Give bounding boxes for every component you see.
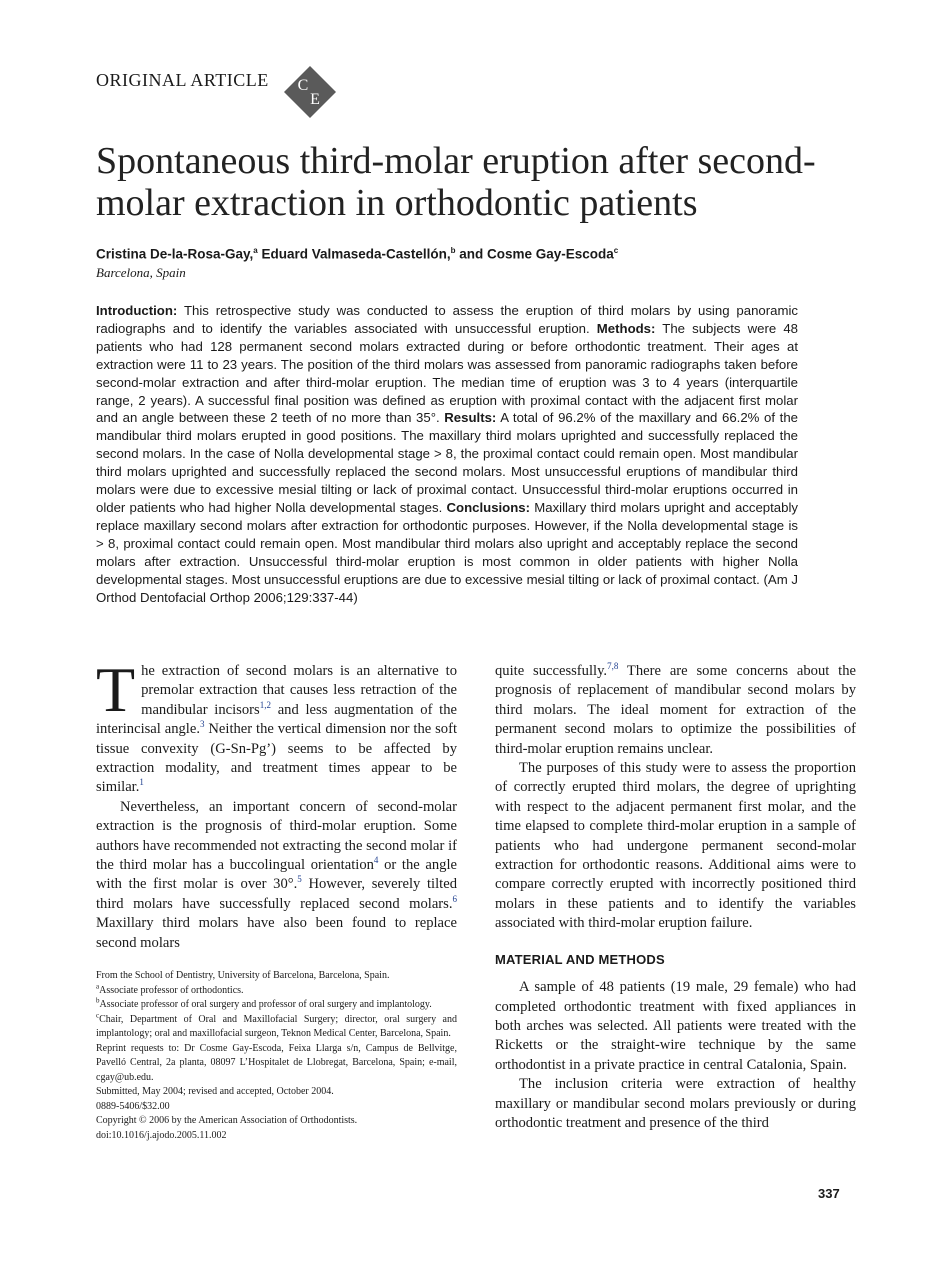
section-label: ORIGINAL ARTICLE xyxy=(96,70,269,90)
section-heading-methods: MATERIAL AND METHODS xyxy=(495,951,665,967)
body-column-left xyxy=(96,654,458,953)
body-text: quite successfully. xyxy=(495,663,608,679)
footnote-author-c xyxy=(96,1013,457,1042)
footnote-text: Associate professor of orthodontics. xyxy=(99,984,244,996)
author-name: Cristina De-la-Rosa-Gay, xyxy=(96,246,254,262)
abstract-label-conclusions: Conclusions: xyxy=(446,499,531,515)
citation-link[interactable]: 4 xyxy=(373,855,379,866)
body-text: However, severely tilted third molars have successfully replaced second molars. xyxy=(96,876,457,912)
footnote-affiliation: From the School of Dentistry, University of Barcelona, Barcelona, Spain. xyxy=(96,970,390,981)
citation-link[interactable]: 6 xyxy=(452,894,457,905)
footnote-marker: a xyxy=(96,982,100,991)
body-text: Neither the vertical dimension nor the soft tissue convexity (G-Sn-Pg’) seems to be affected by extraction modality, and treatment times appear to be similar. xyxy=(96,721,457,796)
citation-link[interactable]: 3 xyxy=(199,719,205,730)
author-list xyxy=(96,246,618,262)
body-text: or the angle with the first molar is over 30°. xyxy=(96,857,457,893)
author-affiliation-marker: a xyxy=(253,246,258,255)
page-number: 337 xyxy=(818,1186,840,1201)
author-location: Barcelona, Spain xyxy=(96,265,186,280)
article-title: Spontaneous third-molar eruption after second-molar extraction in orthodontic patients xyxy=(96,140,816,224)
body-paragraph: The purposes of this study were to assess the proportion of correctly erupted third molars, the degree of uprighting with respect to the adjacent permanent first molar, and the time elapsed to complete third-molar eruption in a sample of patients who had undergone permanent second-molar extraction for orthodontic reasons. Additional aims were to compare correctly erupted with incorrectly positioned third molars in these patients and to identify the variables associated with third-molar eruption failure. xyxy=(495,760,856,932)
body-paragraph: A sample of 48 patients (19 male, 29 female) who had completed orthodontic treatment with fixed appliances in both arches was selected. All patients were treated with the Ricketts or the straight-wire technique by the same orthodontist in a private practice in central Catalonia, Spain. xyxy=(495,979,856,1073)
abstract-label-results: Results: xyxy=(444,410,497,426)
body-column-right xyxy=(495,662,856,1133)
citation-link[interactable]: 7,8 xyxy=(607,661,619,672)
citation-link[interactable]: 1 xyxy=(139,777,144,788)
badge-e: E xyxy=(310,91,320,108)
body-text: Maxillary third molars have also been found to replace second molars xyxy=(96,915,457,951)
footnote-marker: b xyxy=(96,996,100,1005)
abstract xyxy=(96,302,798,606)
citation-link[interactable]: 1,2 xyxy=(259,699,271,710)
footnote-text: Associate professor of oral surgery and professor of oral surgery and implantology. xyxy=(99,999,432,1010)
footnote-author-b xyxy=(96,998,457,1013)
footnote-text: Chair, Department of Oral and Maxillofacial Surgery; director, oral surgery and implantology; oral and maxillofacial surgeon, Teknon Medical Center, Barcelona, Spain. xyxy=(96,1013,457,1039)
body-paragraph xyxy=(96,654,458,798)
footnote-doi[interactable]: doi:10.1016/j.ajodo.2005.11.002 xyxy=(96,1129,227,1141)
abstract-conclusions: Maxillary third molars upright and acceptably replace maxillary second molars after extraction for orthodontic purposes. However, if the Nolla developmental stage is > 8, proximal contact could remain open. Most mandibular third molars also upright and acceptably replace the second molars after extraction. Unsuccessful third-molar eruption is most common in older patients with higher Nolla developmental stages. Most unsuccessful eruptions are due to excessive mesial tilting or lack of proximal contact. (Am J Orthod Dentofacial Orthop 2006;129:337-44) xyxy=(96,499,798,605)
citation-link[interactable]: 5 xyxy=(297,874,302,885)
abstract-label-methods: Methods: xyxy=(596,320,656,336)
body-paragraph xyxy=(495,662,856,759)
body-text: he extraction of second molars is an alternative to premolar extraction that causes less retraction of the mandibular incisors xyxy=(141,663,457,718)
author-name: Eduard Valmaseda-Castellón, xyxy=(257,246,451,262)
body-text: Nevertheless, an important concern of second-molar extraction is the prognosis of third-molar eruption. Some authors have recommended not extracting the second molar if the third molar has a buccolingual orientation xyxy=(96,798,457,874)
ce-badge-icon xyxy=(282,64,338,120)
abstract-methods: The subjects were 48 patients who had 128 permanent second molars extracted during or before orthodontic treatment. Their ages at extraction were 11 to 23 years. The position of the third molars was assessed from panoramic radiographs taken before second-molar extraction and after third-molar eruption. The median time of eruption was 3 to 4 years (interquartile range, 2 years). A successful final position was defined as eruption with proximal contact with the adjacent first molar and an angle between these 2 teeth of no more than 35°. xyxy=(96,320,798,426)
author-affiliation-marker: b xyxy=(450,246,456,255)
author-name: and Cosme Gay-Escoda xyxy=(455,246,614,262)
footnote-reprint: Reprint requests to: Dr Cosme Gay-Escoda, Feixa Llarga s/n, Campus de Bellvitge, Pavelló Central, 2a planta, 08097 L’Hospitalet de Llobregat, Barcelona, Spain; e-mail, cgay@ub.edu. xyxy=(96,1042,457,1083)
body-text: There are some concerns about the prognosis of replacement of mandibular second molars by third molars. The ideal moment for extraction of the permanent second molars to optimize the possibilities of third-molar eruption remains unclear. xyxy=(495,663,856,757)
body-paragraph xyxy=(96,798,457,953)
footnote-issn: 0889-5406/$32.00 xyxy=(96,1100,170,1112)
abstract-label-introduction: Introduction: xyxy=(96,303,178,318)
author-affiliation-marker: c xyxy=(613,246,619,255)
body-paragraph: The inclusion criteria were extraction of healthy maxillary or mandibular second molars previously or during orthodontic treatment and presence of the third xyxy=(495,1076,856,1131)
footnote-copyright: Copyright © 2006 by the American Association of Orthodontists. xyxy=(96,1115,358,1126)
footnote-marker: c xyxy=(96,1011,100,1020)
footnotes xyxy=(96,969,457,1143)
abstract-results: A total of 96.2% of the maxillary and 66.2% of the mandibular third molars erupted in good positions. The maxillary third molars uprighted and successfully replaced the second molars. In the case of Nolla developmental stage > 8, the proximal contact could remain open. Most mandibular third molars uprighted and successfully replaced the second molars. Most unsuccessful eruptions of mandibular third molars were due to excessive mesial tilting or lack of proximal contact. Unsuccessful third-molar eruptions occurred in older patients who had higher Nolla developmental stages. xyxy=(96,410,798,515)
footnote-author-a xyxy=(96,984,457,999)
badge-c: C xyxy=(297,77,309,94)
footnote-submitted: Submitted, May 2004; revised and accepted, October 2004. xyxy=(96,1086,334,1097)
abstract-introduction: This retrospective study was conducted to assess the eruption of third molars by using panoramic radiographs and to identify the variables associated with unsuccessful eruption. xyxy=(96,303,798,336)
body-text: and less augmentation of the interincisal angle. xyxy=(96,701,458,738)
drop-cap: T xyxy=(96,654,136,725)
